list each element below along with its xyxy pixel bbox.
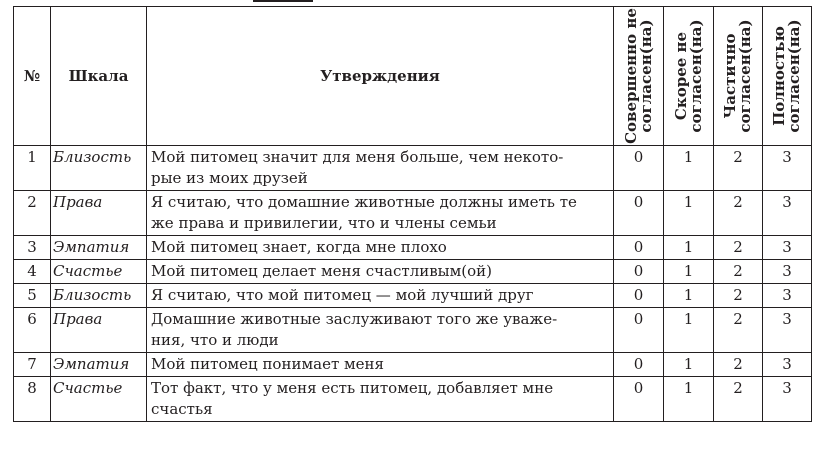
score-option-4: 3	[763, 308, 812, 353]
statement-text: Мой питомец понимает меня	[151, 355, 385, 373]
survey-table	[13, 6, 812, 422]
statement-text: Мой питомец значит для меня больше, чем некото- рые из моих друзей	[151, 148, 564, 187]
header-row	[14, 7, 812, 146]
header-option-1-label: Совершенно не согласен(на)	[621, 8, 655, 144]
row-statement	[147, 284, 614, 308]
table-row	[14, 353, 812, 377]
row-scale: Близость	[51, 146, 147, 191]
row-scale: Эмпатия	[51, 236, 147, 260]
score-option-4: 3	[763, 353, 812, 377]
statement-text: Я считаю, что домашние животные должны иметь те же права и привилегии, что и члены семьи	[151, 193, 577, 232]
row-number: 7	[14, 353, 51, 377]
row-statement	[147, 146, 614, 191]
score-option-1: 0	[614, 353, 664, 377]
header-option-3	[714, 7, 763, 146]
statement-text: Домашние животные заслуживают того же уваже- ния, что и люди	[151, 310, 558, 349]
statement-text: Мой питомец знает, когда мне плохо	[151, 238, 447, 256]
score-option-2: 1	[664, 377, 714, 422]
header-option-2	[664, 7, 714, 146]
row-scale: Эмпатия	[51, 353, 147, 377]
top-rule	[253, 0, 313, 2]
header-option-4	[763, 7, 812, 146]
score-option-4: 3	[763, 284, 812, 308]
score-option-3: 2	[714, 284, 763, 308]
score-option-3: 2	[714, 260, 763, 284]
row-number: 4	[14, 260, 51, 284]
row-statement	[147, 236, 614, 260]
score-option-4: 3	[763, 146, 812, 191]
row-statement	[147, 191, 614, 236]
score-option-3: 2	[714, 146, 763, 191]
score-option-1: 0	[614, 260, 664, 284]
row-number: 6	[14, 308, 51, 353]
row-statement	[147, 308, 614, 353]
header-number: №	[14, 7, 51, 146]
score-option-2: 1	[664, 284, 714, 308]
header-statement: Утверждения	[147, 7, 614, 146]
row-number: 8	[14, 377, 51, 422]
row-number: 2	[14, 191, 51, 236]
score-option-1: 0	[614, 377, 664, 422]
statement-text: Я считаю, что мой питомец — мой лучший друг	[151, 286, 534, 304]
row-statement	[147, 353, 614, 377]
header-scale: Шкала	[51, 7, 147, 146]
score-option-2: 1	[664, 260, 714, 284]
table-row	[14, 236, 812, 260]
score-option-3: 2	[714, 236, 763, 260]
statement-text: Тот факт, что у меня есть питомец, добавляет мне счастья	[151, 379, 554, 418]
score-option-4: 3	[763, 236, 812, 260]
table-row	[14, 191, 812, 236]
score-option-2: 1	[664, 353, 714, 377]
score-option-3: 2	[714, 191, 763, 236]
score-option-1: 0	[614, 146, 664, 191]
score-option-1: 0	[614, 308, 664, 353]
score-option-2: 1	[664, 191, 714, 236]
table-row	[14, 284, 812, 308]
score-option-4: 3	[763, 260, 812, 284]
statement-text: Мой питомец делает меня счастливым(ой)	[151, 262, 493, 280]
score-option-2: 1	[664, 236, 714, 260]
row-number: 1	[14, 146, 51, 191]
score-option-3: 2	[714, 308, 763, 353]
score-option-3: 2	[714, 353, 763, 377]
score-option-3: 2	[714, 377, 763, 422]
score-option-4: 3	[763, 377, 812, 422]
score-option-1: 0	[614, 191, 664, 236]
row-scale: Счастье	[51, 260, 147, 284]
row-scale: Счастье	[51, 377, 147, 422]
table-row	[14, 146, 812, 191]
row-statement	[147, 377, 614, 422]
header-option-3-label: Частично согласен(на)	[721, 19, 754, 133]
row-number: 5	[14, 284, 51, 308]
table-row	[14, 377, 812, 422]
row-scale: Близость	[51, 284, 147, 308]
row-statement	[147, 260, 614, 284]
score-option-4: 3	[763, 191, 812, 236]
table-row	[14, 308, 812, 353]
score-option-2: 1	[664, 308, 714, 353]
header-option-2-label: Скорее не согласен(на)	[671, 19, 705, 133]
row-scale: Права	[51, 308, 147, 353]
score-option-1: 0	[614, 284, 664, 308]
header-option-1	[614, 7, 664, 146]
table-row	[14, 260, 812, 284]
score-option-2: 1	[664, 146, 714, 191]
score-option-1: 0	[614, 236, 664, 260]
header-option-4-label: Полностью согласен(на)	[770, 19, 803, 133]
row-scale: Права	[51, 191, 147, 236]
row-number: 3	[14, 236, 51, 260]
